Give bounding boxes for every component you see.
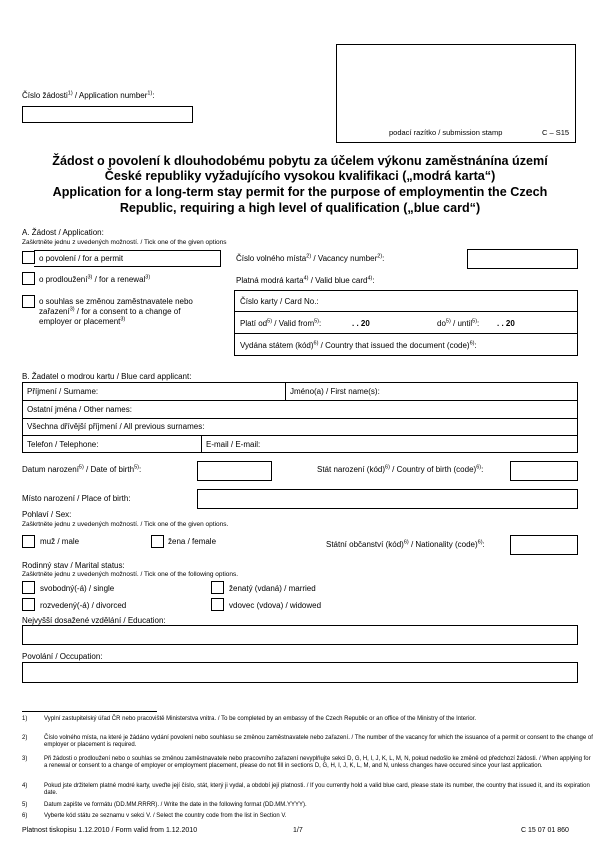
sex-heading: Pohlaví / Sex:: [22, 510, 72, 519]
form-number: C 15 07 01 860: [521, 827, 569, 834]
footnote-4: 4) Pokud jste držitelem platné modré karty, uveďte její číslo, stát, který ji vydal, a období její platnosti. / If you currently hold a valid blue card, please state its number, the country that issued it, and its expiration date.: [22, 783, 590, 796]
applicant-row-divider-2: [22, 418, 578, 419]
female-label: žena / female: [168, 537, 217, 546]
birth-country-field[interactable]: [510, 461, 578, 481]
married-checkbox[interactable]: [211, 581, 224, 594]
title-line-4: Republic, requiring a high level of qualification („blue card“): [119, 201, 481, 215]
marital-heading: Rodinný stav / Marital status:: [22, 561, 125, 570]
education-field[interactable]: [22, 625, 578, 645]
male-label: muž / male: [40, 537, 80, 546]
occupation-label: Povolání / Occupation:: [22, 652, 103, 661]
section-a-heading: A. Žádost / Application:: [22, 228, 104, 237]
stamp-label: podací razítko / submission stamp: [389, 128, 503, 137]
section-a-instruction: Zaškrtněte jednu z uvedených možností. / Tick one of the given options: [22, 239, 227, 246]
card-divider-1: [234, 311, 578, 312]
sex-instruction: Zaškrtněte jednu z uvedených možností. / Tick one of the given options.: [22, 521, 229, 528]
valid-until-label: $do^{5)}$ / until$^{5)}$:: [437, 318, 480, 328]
valid-until-date-field[interactable]: . . 20: [497, 319, 515, 328]
consent-label-line-2: zařazení$^{3)}$ / for a consent to a change of: [39, 306, 181, 316]
dob-label: Datum narození$^{5)}$ / Date of birth$^{5)}$:: [22, 464, 142, 474]
valid-from-date-field[interactable]: . . 20: [352, 319, 370, 328]
valid-from-label: Platí $od^{5)}$ / Valid from$^{5)}$:: [240, 318, 322, 328]
title-line-2: České republiky vyžadujícího vysokou kvalifikaci („modrá karta“): [104, 169, 496, 183]
card-number-field[interactable]: Číslo karty / Card No.:: [240, 297, 319, 306]
title-line-3: Application for a long-term stay permit for the purpose of employmentin the Czech: [52, 185, 548, 199]
previous-surnames-field[interactable]: Všechna dřívější příjmení / All previous surnames:: [27, 422, 205, 431]
first-names-field[interactable]: Jméno(a) / First name(s):: [290, 387, 380, 396]
footnote-rule: [22, 711, 157, 712]
footnote-1: 1) Vyplní zastupitelský úřad ČR nebo pracoviště Ministerstva vnitra. / To be completed by an embassy of the Czech Republic or an office of the Ministry of the Interior.: [22, 716, 477, 722]
birth-place-field[interactable]: [197, 489, 578, 509]
application-number-label: Číslo žádosti$^{1)}$ / Application number$^{1)}$:: [22, 90, 155, 100]
email-field[interactable]: E-mail / E-mail:: [206, 440, 261, 449]
issuing-country-field[interactable]: Vydána státem (kód)$^{6)}$ / Country that issued the document (code)$^{6)}$:: [240, 340, 477, 350]
form-validity: Platnost tiskopisu 1.12.2010 / Form valid from 1.12.2010: [22, 827, 198, 834]
birth-country-label: Stát narození (kód)$^{6)}$ / Country of birth (code)$^{6)}$:: [317, 464, 484, 474]
education-label: Nejvyšší dosažené vzdělání / Education:: [22, 616, 166, 625]
surname-field[interactable]: Příjmení / Surname:: [27, 387, 99, 396]
section-b-heading: B. Žadatel o modrou kartu / Blue card applicant:: [22, 372, 192, 381]
dob-field[interactable]: [197, 461, 272, 481]
form-code: C – S15: [542, 128, 570, 137]
application-number-field[interactable]: [22, 106, 193, 123]
consent-label-line-3: employer or placement$^{3)}$: [39, 316, 126, 326]
page-number: 1/7: [293, 827, 303, 834]
nationality-label: Státní občanství (kód)$^{6)}$ / Nationality (code)$^{6)}$:: [326, 539, 485, 549]
footnote-2: 2) Číslo volného místa, na které je žádáno vydání povolení nebo souhlasu se změnou zaměstnavatele nebo zařazení. / The number of the vacancy for which the issuance of a permit or consent to the change of employer or placement is required.: [22, 735, 593, 748]
applicant-col-divider-1: [285, 382, 286, 400]
applicant-col-divider-2: [201, 435, 202, 453]
male-checkbox[interactable]: [22, 535, 35, 548]
footnote-3: 3) Při žádosti o prodloužení nebo o souhlas se změnou zaměstnavatele nebo pracovního zařazení nevyplňujte sekci D, G, H, I, J, K, L, M, N, pokud nedošlo ke změně od předchozí žádosti. / When applying for a renewal or consent to a change of employer or employment placement, please do not fill in sections D, G, H, I, J, K, L, M, and N, unless changes have occured since your last application.: [22, 756, 591, 769]
consent-checkbox[interactable]: [22, 295, 35, 308]
applicant-row-divider-3: [22, 435, 578, 436]
renewal-label: o prodloužení$^{3)}$ / for a renewal$^{3)}$: [39, 274, 151, 284]
title-line-1: Žádost o povolení k dlouhodobému pobytu za účelem výkonu zaměstnánína území: [52, 154, 548, 168]
female-checkbox[interactable]: [151, 535, 164, 548]
birth-place-label: Místo narození / Place of birth:: [22, 494, 131, 503]
single-label: svobodný(-á) / single: [40, 584, 115, 593]
telephone-field[interactable]: Telefon / Telephone:: [27, 440, 99, 449]
divorced-checkbox[interactable]: [22, 598, 35, 611]
widowed-checkbox[interactable]: [211, 598, 224, 611]
marital-instruction: Zaškrtněte jednu z uvedených možností. / Tick one of the following options.: [22, 571, 239, 578]
widowed-label: vdovec (vdova) / widowed: [229, 601, 322, 610]
renewal-checkbox[interactable]: [22, 272, 35, 285]
footnote-6: 6) Vyberte kód státu ze seznamu v sekci V. / Select the country code from the list in Section V.: [22, 813, 287, 819]
nationality-field[interactable]: [510, 535, 578, 555]
occupation-field[interactable]: [22, 662, 578, 683]
single-checkbox[interactable]: [22, 581, 35, 594]
valid-card-label: Platná modrá karta$^{4)}$ / Valid blue card$^{4)}$:: [236, 275, 375, 285]
other-names-field[interactable]: Ostatní jména / Other names:: [27, 405, 132, 414]
footnote-5: 5) Datum zapište ve formátu (DD.MM.RRRR). / Write the date in the following format (DD.MM.YYYY).: [22, 802, 307, 808]
vacancy-number-field[interactable]: [467, 249, 578, 269]
permit-label: o povolení / for a permit: [39, 254, 124, 263]
vacancy-label: Číslo volného místa$^{2)}$ / Vacancy number$^{2)}$:: [236, 253, 385, 263]
card-divider-2: [234, 333, 578, 334]
applicant-row-divider-1: [22, 400, 578, 401]
consent-label-line-1: o souhlas se změnou zaměstnavatele nebo: [39, 297, 193, 306]
divorced-label: rozvedený(-á) / divorced: [40, 601, 127, 610]
married-label: ženatý (vdaná) / married: [229, 584, 316, 593]
